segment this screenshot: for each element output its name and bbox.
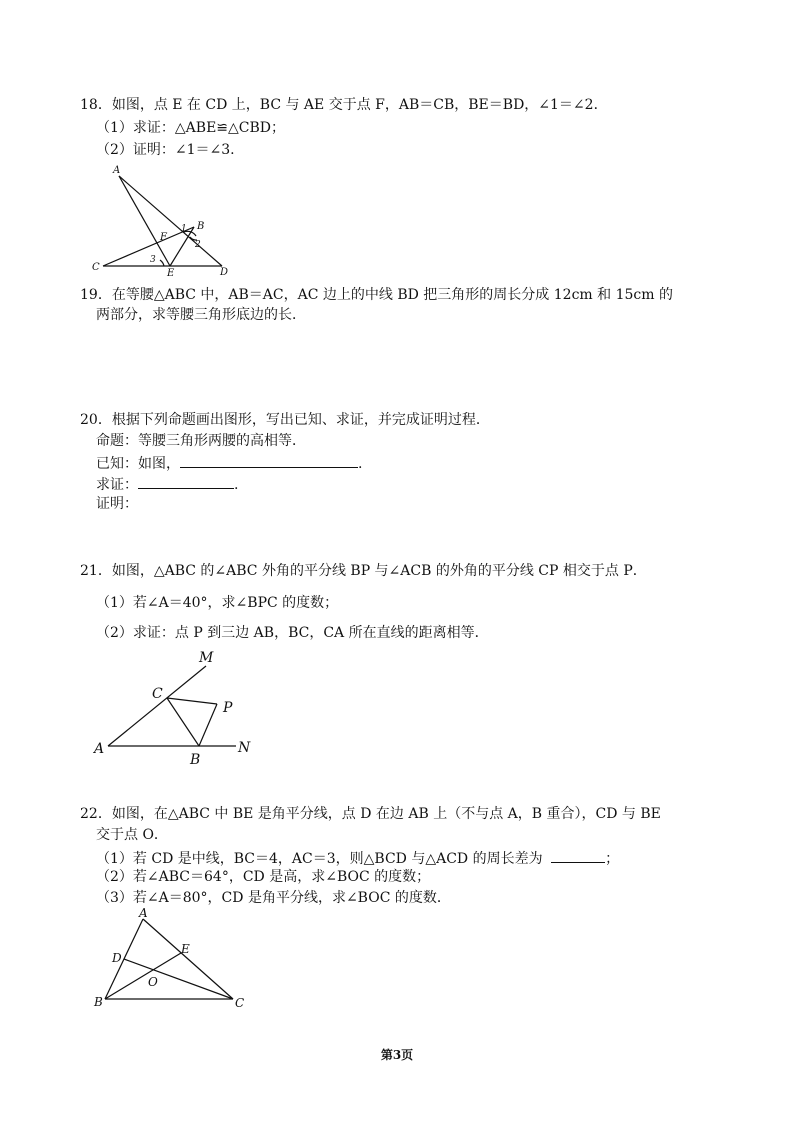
- q20-known-label: 已知：如图，: [96, 456, 180, 472]
- q19-line2: 两部分，求等腰三角形底边的长．: [96, 307, 306, 323]
- q22-line1: 22．如图，在△ABC 中 BE 是角平分线，点 D 在边 AB 上（不与点 A，B 重合），CD 与 BE: [80, 806, 661, 822]
- q18-angle-1: 1: [181, 224, 187, 234]
- q18-part1: （1）求证：△ABE≌△CBD；: [96, 120, 286, 136]
- q22-part1-end: ；: [605, 851, 620, 867]
- q22-part2: （2）若∠ABC＝64°，CD 是高，求∠BOC 的度数；: [96, 869, 431, 885]
- q22-line2: 交于点 O．: [96, 827, 168, 843]
- q20-prove-end: .: [234, 477, 239, 493]
- q20-known-end: .: [358, 456, 363, 472]
- q21-label-A: A: [94, 741, 105, 757]
- q22-label-D: D: [112, 951, 122, 965]
- q22-label-A: A: [139, 906, 148, 920]
- q22-label-O: O: [148, 975, 158, 989]
- q18-label-F: F: [160, 232, 167, 243]
- q21-label-P: P: [223, 700, 233, 716]
- q21-label-C: C: [152, 686, 163, 702]
- q18-label-E: E: [167, 268, 175, 279]
- q18-angle-3: 3: [150, 255, 156, 265]
- q18-label-C: C: [92, 262, 100, 273]
- q18-angle-2: 2: [195, 240, 201, 250]
- q21-label-M: M: [199, 650, 214, 666]
- q20-prove-label: 求证：: [96, 477, 138, 493]
- q21-label-N: N: [238, 740, 251, 756]
- q22-part3: （3）若∠A＝80°，CD 是角平分线，求∠BOC 的度数．: [96, 890, 451, 906]
- q21-part1: （1）若∠A＝40°，求∠BPC 的度数；: [96, 595, 339, 611]
- q22-label-B: B: [94, 995, 103, 1009]
- q22-part1-text: （1）若 CD 是中线，BC＝4，AC＝3，则△BCD 与△ACD 的周长差为: [96, 851, 543, 867]
- q19-line1: 19．在等腰△ABC 中，AB＝AC，AC 边上的中线 BD 把三角形的周长分成 12cm 和 15cm 的: [80, 287, 673, 303]
- q18-part2: （2）证明：∠1＝∠3.: [96, 142, 235, 158]
- q22-label-C: C: [235, 996, 245, 1010]
- q18-stem: 18．如图，点 E 在 CD 上，BC 与 AE 交于点 F，AB＝CB，BE＝BD，∠1＝∠2．: [80, 97, 608, 113]
- q20-proof: 证明：: [96, 496, 138, 512]
- q18-label-B: B: [197, 221, 205, 232]
- q20-stem: 20．根据下列命题画出图形，写出已知、求证，并完成证明过程．: [80, 412, 490, 428]
- q21-stem: 21．如图，△ABC 的∠ABC 外角的平分线 BP 与∠ACB 的外角的平分线 CP 相交于点 P．: [80, 563, 647, 579]
- page-footer: 第3页: [380, 1048, 414, 1062]
- q22-label-E: E: [181, 942, 190, 956]
- q20-proposition: 命题：等腰三角形两腰的高相等．: [96, 433, 306, 449]
- q21-label-B: B: [190, 752, 201, 768]
- q18-label-A: A: [113, 165, 121, 176]
- q21-part2: （2）求证：点 P 到三边 AB，BC，CA 所在直线的距离相等．: [96, 625, 489, 641]
- q18-label-D: D: [220, 267, 229, 278]
